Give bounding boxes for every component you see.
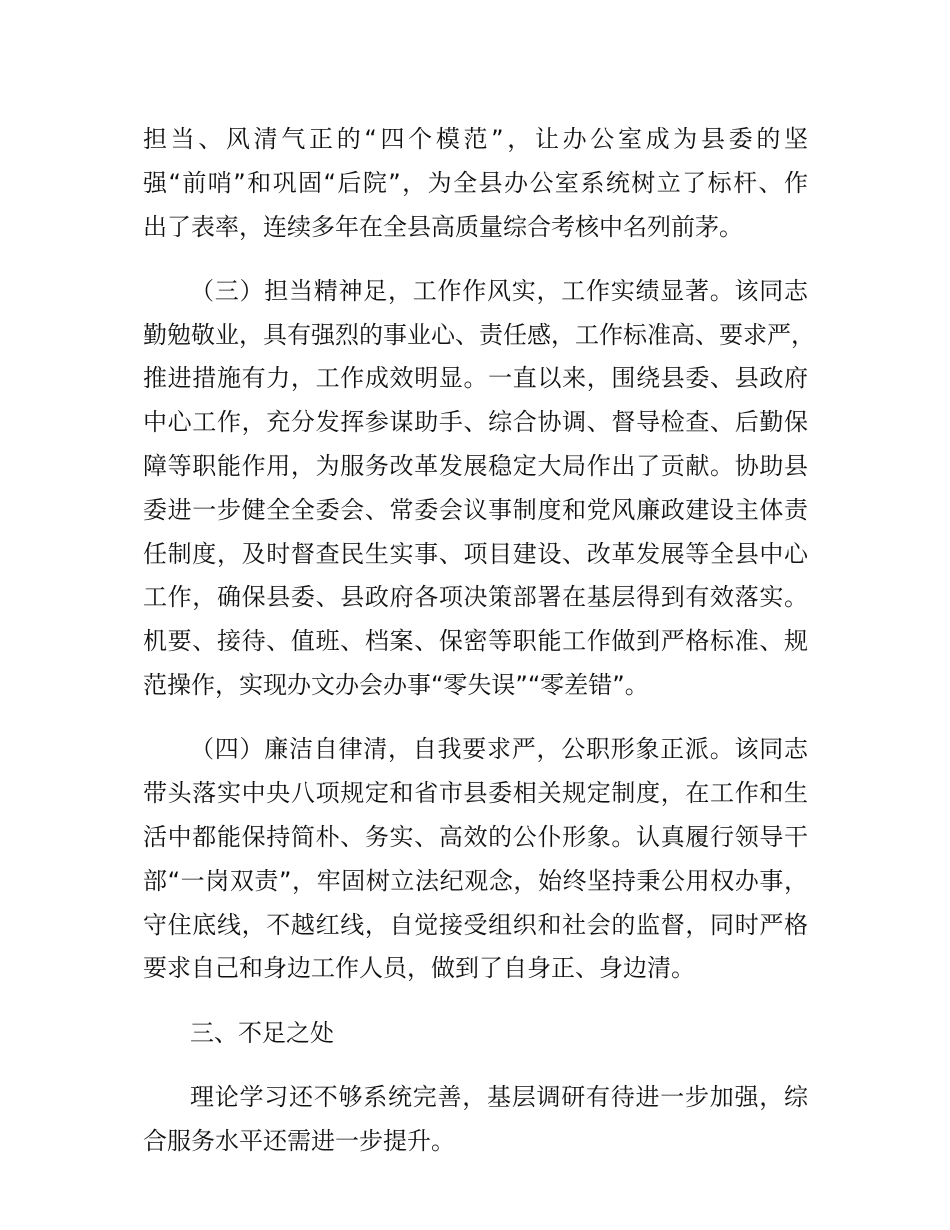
text-line: 委进一步健全全委会、常委会议事制度和党风廉政建设主体责: [143, 495, 808, 524]
text-line: 带头落实中央八项规定和省市县委相关规定制度，在工作和生: [143, 779, 808, 808]
text-line: 三、不足之处: [190, 1018, 334, 1047]
text-line: 强“前哨”和巩固“后院”，为全县办公室系统树立了标杆、作: [143, 168, 808, 197]
text-line: 出了表率，连续多年在全县高质量综合考核中名列前茅。: [143, 212, 743, 241]
text-line: 工作，确保县委、县政府各项决策部署在基层得到有效落实。: [143, 583, 808, 612]
text-line: 推进措施有力，工作成效明显。一直以来，围绕县委、县政府: [143, 364, 808, 393]
text-line: 任制度，及时督查民生实事、项目建设、改革发展等全县中心: [143, 539, 808, 568]
text-line: 理论学习还不够系统完善，基层调研有待进一步加强，综: [190, 1082, 808, 1111]
text-line: 勤勉敬业，具有强烈的事业心、责任感，工作标准高、要求严，: [143, 320, 815, 349]
text-line: 要求自己和身边工作人员，做到了自身正、身边清。: [143, 954, 695, 983]
paragraph: [143, 1076, 808, 1164]
text-line: 担当、风清气正的“四个模范”，让办公室成为县委的坚: [143, 125, 808, 153]
section-heading: [143, 1012, 808, 1056]
text-line: 机要、接待、值班、档案、保密等职能工作做到严格标准、规: [143, 627, 808, 656]
text-line: （四）廉洁自律清，自我要求严，公职形象正派。该同志: [190, 735, 808, 764]
text-line: 中心工作，充分发挥参谋助手、综合协调、督导检查、后勤保: [143, 408, 808, 437]
text-line: （三）担当精神足，工作作风实，工作实绩显著。该同志: [190, 276, 808, 305]
paragraph: [143, 728, 808, 991]
document-body: [143, 118, 815, 1184]
text-line: 合服务水平还需进一步提升。: [143, 1126, 455, 1155]
text-line: 守住底线，不越红线，自觉接受组织和社会的监督，同时严格: [143, 910, 808, 939]
text-line: 障等职能作用，为服务改革发展稳定大局作出了贡献。协助县: [143, 452, 808, 481]
paragraph: [143, 270, 815, 708]
paragraph: [143, 118, 808, 249]
text-line: 活中都能保持简朴、务实、高效的公仆形象。认真履行领导干: [143, 822, 808, 851]
text-line: 部“一岗双责”，牢固树立法纪观念，始终坚持秉公用权办事，: [143, 866, 808, 895]
text-line: 范操作，实现办文办会办事“零失误”“零差错”。: [143, 671, 649, 700]
